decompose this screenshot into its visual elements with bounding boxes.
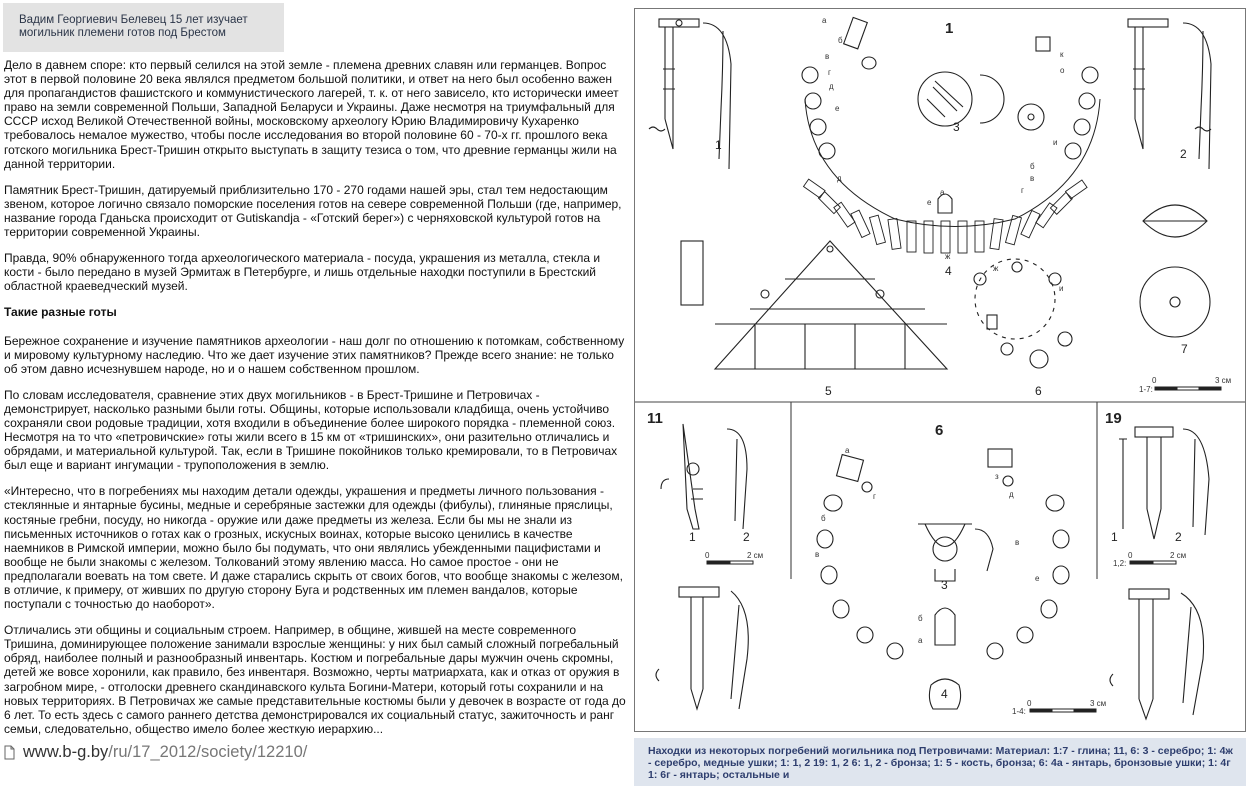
fig-num: 2 <box>1180 147 1187 161</box>
paragraph: По словам исследователя, сравнение этих двух могильников - в Брест-Тришине и Петровичах - демонстрирует, насколько разными были готы. Общины, которые использовали кладбища, очень устойчиво сохраняли свои родовые традиции, хотя входили в объединение более широкого порядка - племенной союз. Несмотря на то что «петровичские» готы жили всего в 15 км от «тришинских», они разительно отличались и обрядами, и материальной культурой. Так, если в Тришине покойников только кремировали, то в Петровичах был еще и вариант ингумации - трупоположения в землю. <box>4 387 618 473</box>
fig-letter: в <box>825 52 830 61</box>
scale-end: 2 см <box>747 551 764 560</box>
fig-letter: а <box>918 636 923 645</box>
fig-num: 4 <box>941 687 948 701</box>
fig-letter: и <box>1059 284 1064 293</box>
fig-letter: в <box>815 550 820 559</box>
fibula-2-drawing <box>1128 19 1211 169</box>
paragraph: Дело в давнем споре: кто первый селился на этой земле - племена древних славян или германцев. Вопрос этот в первой половине 20 века являлся предметом большой политики, и ответ на него был особенно важен для пропагандистов фашистского и коммунистического лагерей, т. к. от него зависело, кто исторически имеет право на земли современной Польши, Западной Беларуси и Украины. Даже несмотря на триумфальный для СССР исход Великой Отечественной войны, московскому археологу Юрию Владимировичу Кухаренко требовалось немалое мужество, чтобы после исследования во второй половине 60 - 70-х гг. прошлого века готского могильника Брест-Тришин открыто выступать в защиту тезиса о том, что древние германцы жили на данной территории. <box>4 58 619 171</box>
scale-prefix: 1-4: <box>1012 707 1026 716</box>
fig-letter: о <box>1060 66 1065 75</box>
fig-num: 6 <box>935 422 944 439</box>
fig-letter: и <box>1053 138 1058 147</box>
fig-letter: к <box>1060 50 1064 59</box>
fig-num: 2 <box>1175 530 1182 544</box>
scale-zero: 0 <box>1128 551 1133 560</box>
figure-drawing <box>635 9 1245 731</box>
paragraph: Памятник Брест-Тришин, датируемый приблизительно 170 - 270 годами нашей эры, стал тем недостающим звеном, которое логично связало поморские поселения готов на севере современной Польши (где, например, название города Гданьска происходит от Gutiskandja - «Готский берег») с черняховской культурой готов на территории современной Украины. <box>4 182 622 240</box>
fig-letter: д <box>829 82 834 91</box>
fig-letter: д <box>837 174 842 183</box>
fig-num: 1 <box>689 530 696 544</box>
fibula-bottom-right-drawing <box>1110 589 1204 719</box>
comb-drawing <box>681 241 947 369</box>
headline-box <box>3 3 284 52</box>
fig-letter: б <box>1030 162 1035 171</box>
fig-letter: в <box>1015 538 1020 547</box>
fig-num: 4 <box>945 264 952 278</box>
fig-num: 19 <box>1105 410 1122 427</box>
fig-letter: г <box>1021 186 1024 195</box>
scale-zero: 0 <box>705 551 710 560</box>
paragraph: Бережное сохранение и изучение памятников археологии - наш долг по отношению к потомкам, собственному и мировому культурному наследию. Что же дает изучение этих памятников? Прежде всего знание: не только об этом давно исчезнувшем народе, но и о нашем собственном прошлом. <box>4 333 625 376</box>
fig-letter: г <box>828 68 831 77</box>
fig-letter: ж <box>993 264 999 273</box>
fig-letter: а <box>845 446 850 455</box>
scale-end: 3 см <box>1090 699 1107 708</box>
fig-letter: в <box>1030 174 1035 183</box>
paragraph: Отличались эти общины и социальным строем. Например, в общине, жившей на месте современного Тришина, доминирующее положение занимали взрослые женщины: у них был самый сложный погребальный обряд, наиболее полный и разнообразный инвентарь. Костюм и погребальные дары мужчин очень скромны, детей же вовсе хоронили, как правило, без инвентаря. Возможно, черты матриархата, как и отказ от оружия в загробном мире, - отголоски древнего скандинавского культа Богини-Матери, который готы сохранили и на новых территориях. В Петровичах же самые представительные костюмы были у девочек в возрасте от года до 6 лет. То есть здесь с самого раннего детства демонстрировался их социальный статус, зажиточность и ранг семьи, следовательно, общество имело более жесткую иерархию... <box>4 623 626 736</box>
paragraph: Правда, 90% обнаруженного тогда археологического материала - посуда, украшения из металла, стекла и кости - было передано в музей Эрмитаж в Петербурге, и лишь отдельные находки поступили в Брестский областной краеведческий музей. <box>4 251 601 294</box>
scale-zero: 0 <box>1152 376 1157 385</box>
beads-cluster-drawing <box>974 259 1072 368</box>
scale-end: 2 см <box>1170 551 1187 560</box>
scale-end: 3 см <box>1215 376 1232 385</box>
fig-letter: е <box>1035 574 1040 583</box>
article-body <box>4 58 626 748</box>
fig-letter: а <box>940 188 945 197</box>
fig-num: 3 <box>941 578 948 592</box>
fig-letter: г <box>873 492 876 501</box>
figure-caption-text: Находки из некоторых погребений могильника под Петровичами: Материал: 1:7 - глина; 11, 6: 3 - серебро; 1: 4ж - серебро, медные ушки; 1: 1, 2 19: 1, 2 6: 1, 2 - бронза; 1: 5 - кость, бронза; 6: 4а - янтарь, бронзовые ушки; 1: 4г 1: 6г - янтарь; остальные и <box>648 745 1233 782</box>
scale-prefix: 1,2: <box>1113 559 1127 568</box>
fig-letter: б <box>918 614 923 623</box>
fig-letter: б <box>821 514 826 523</box>
fig-num: 6 <box>1035 384 1042 398</box>
fig-letter: з <box>995 472 999 481</box>
fibula-11-drawing <box>661 424 747 529</box>
source-link[interactable] <box>4 741 307 763</box>
fig-num: 3 <box>953 120 960 134</box>
figure-caption <box>634 738 1246 786</box>
fig-letter: б <box>838 36 843 45</box>
section-subheading: Такие разные готы <box>4 305 117 320</box>
fig-letter: ж <box>945 252 951 261</box>
fig-num: 2 <box>743 530 750 544</box>
fig-num: 1 <box>715 138 722 152</box>
necklace-drawing <box>802 17 1100 253</box>
fibula-19-drawing <box>1119 427 1209 539</box>
fig-num: 5 <box>825 384 832 398</box>
fig-num: 1 <box>1111 530 1118 544</box>
archaeology-figure <box>634 8 1246 732</box>
source-path[interactable]: /ru/17_2012/society/12210/ <box>108 742 308 761</box>
headline-text: Вадим Георгиевич Белевец 15 лет изучает могильник племени готов под Брестом <box>19 14 248 39</box>
fig-letter: е <box>927 198 932 207</box>
source-domain[interactable]: www.b-g.by <box>23 742 109 761</box>
fig-num: 7 <box>1181 342 1188 356</box>
fig-num: 11 <box>647 410 663 427</box>
fig-letter: д <box>1009 490 1014 499</box>
fig-letter: е <box>835 104 840 113</box>
scale-prefix: 1-7: <box>1139 385 1153 394</box>
scale-zero: 0 <box>1027 699 1032 708</box>
paragraph: «Интересно, что в погребениях мы находим детали одежды, украшения и предметы личного пользования - стеклянные и янтарные бусины, медные и серебряные застежки для одежды (фибулы), глиняные пряслицы, костяные гребни, посуду, но никогда - оружие или даже предметы из железа. Если бы мы не знали из письменных источников о готах как о грозных, искусных воинах, которые высоко ценились в качестве наемников в Римской империи, можно было бы подумать, что они являлись убежденными пацифистами и вообще не были знакомы с железом. Толкований этому явлению масса. Но самое простое - они не предполагали воевать на том свете. И даже старались скрыть от своих богов, что вообще знакомы с железом, в отличие, к примеру, от живших по другую сторону Буга и родственных им племен вандалов, которые поступали с точностью до наоборот». <box>4 484 623 612</box>
spindle-whorl-drawing <box>1140 205 1210 337</box>
fibula-bottom-left-drawing <box>656 587 748 709</box>
fig-num: 1 <box>945 20 954 37</box>
document-icon <box>4 745 15 760</box>
fig-letter: а <box>822 16 827 25</box>
